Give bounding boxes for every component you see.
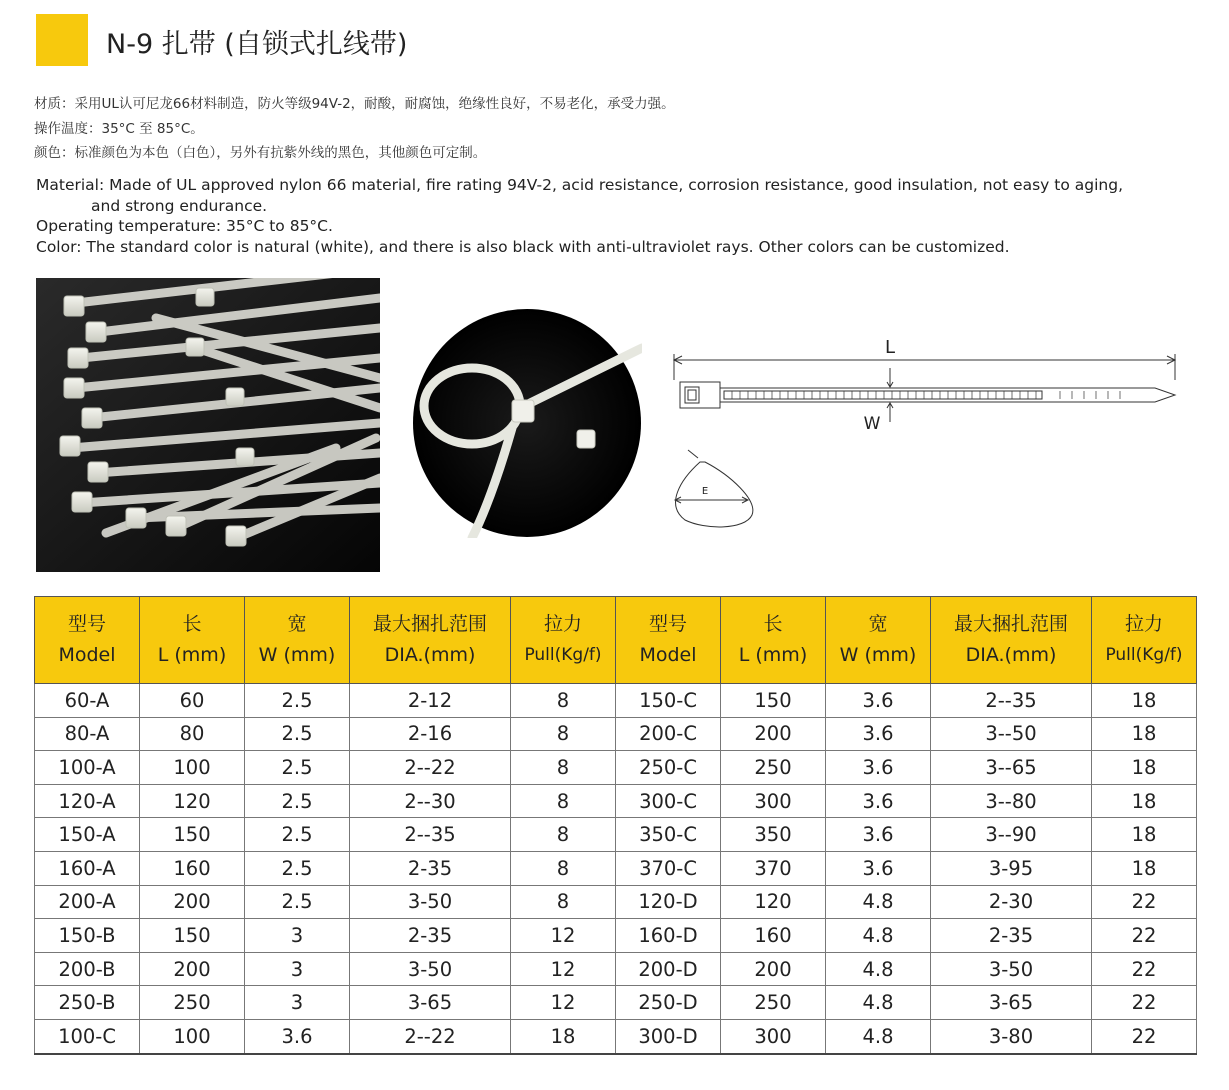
cell-pull: 18 bbox=[1092, 717, 1197, 751]
cn-temperature-line: 操作温度：35°C 至 85°C。 bbox=[34, 120, 204, 137]
cell-model: 370-C bbox=[616, 851, 721, 885]
cell-pull: 22 bbox=[1092, 986, 1197, 1020]
cell-model: 60-A bbox=[35, 684, 140, 718]
cell-length: 300 bbox=[721, 1019, 826, 1053]
table-row bbox=[35, 952, 1197, 986]
table-row bbox=[35, 1019, 1197, 1053]
cell-width: 3.6 bbox=[245, 1019, 350, 1053]
cell-diameter: 2--22 bbox=[350, 751, 511, 785]
cell-length: 250 bbox=[721, 986, 826, 1020]
cell-pull: 12 bbox=[511, 986, 616, 1020]
diameter-label: E bbox=[701, 486, 709, 497]
cell-model: 250-B bbox=[35, 986, 140, 1020]
cell-width: 2.5 bbox=[245, 784, 350, 818]
cell-diameter: 2--35 bbox=[350, 818, 511, 852]
table-row bbox=[35, 885, 1197, 919]
cell-length: 150 bbox=[140, 818, 245, 852]
cell-pull: 8 bbox=[511, 885, 616, 919]
cell-width: 3.6 bbox=[826, 751, 931, 785]
cell-model: 150-A bbox=[35, 818, 140, 852]
header-diameter: 最大捆扎范围 DIA.(mm) bbox=[350, 597, 511, 684]
cell-width: 2.5 bbox=[245, 684, 350, 718]
width-label: W bbox=[863, 414, 881, 434]
header-model: 型号 Model bbox=[616, 597, 721, 684]
cell-diameter: 3--80 bbox=[931, 784, 1092, 818]
cell-pull: 22 bbox=[1092, 885, 1197, 919]
cell-width: 4.8 bbox=[826, 952, 931, 986]
table-row bbox=[35, 751, 1197, 785]
cell-pull: 18 bbox=[1092, 851, 1197, 885]
cell-length: 200 bbox=[721, 717, 826, 751]
cell-diameter: 3--65 bbox=[931, 751, 1092, 785]
cell-width: 2.5 bbox=[245, 885, 350, 919]
cell-width: 3.6 bbox=[826, 784, 931, 818]
cell-length: 200 bbox=[721, 952, 826, 986]
cell-model: 150-C bbox=[616, 684, 721, 718]
header-model: 型号 Model bbox=[35, 597, 140, 684]
cell-diameter: 3-50 bbox=[350, 952, 511, 986]
header-width: 宽 W (mm) bbox=[245, 597, 350, 684]
cell-model: 120-D bbox=[616, 885, 721, 919]
cell-length: 250 bbox=[721, 751, 826, 785]
cell-pull: 18 bbox=[1092, 784, 1197, 818]
cell-width: 3 bbox=[245, 919, 350, 953]
cell-width: 4.8 bbox=[826, 919, 931, 953]
cell-diameter: 2--35 bbox=[931, 684, 1092, 718]
cell-model: 120-A bbox=[35, 784, 140, 818]
cell-width: 2.5 bbox=[245, 717, 350, 751]
cell-length: 350 bbox=[721, 818, 826, 852]
header-length: 长 L (mm) bbox=[140, 597, 245, 684]
spec-table-body bbox=[35, 684, 1197, 1054]
page-title: N-9 扎带 (自锁式扎线带) bbox=[106, 29, 408, 60]
cell-model: 200-C bbox=[616, 717, 721, 751]
cell-width: 3.6 bbox=[826, 818, 931, 852]
cell-model: 100-C bbox=[35, 1019, 140, 1053]
cell-diameter: 2-35 bbox=[350, 919, 511, 953]
cell-pull: 8 bbox=[511, 717, 616, 751]
cell-model: 300-C bbox=[616, 784, 721, 818]
cell-pull: 12 bbox=[511, 952, 616, 986]
cell-length: 200 bbox=[140, 885, 245, 919]
header-diameter: 最大捆扎范围 DIA.(mm) bbox=[931, 597, 1092, 684]
cell-diameter: 2-12 bbox=[350, 684, 511, 718]
cell-length: 100 bbox=[140, 751, 245, 785]
looped-tie-photo bbox=[412, 308, 642, 538]
cell-diameter: 2--30 bbox=[350, 784, 511, 818]
cell-pull: 8 bbox=[511, 751, 616, 785]
cell-diameter: 2-35 bbox=[350, 851, 511, 885]
cell-diameter: 2--22 bbox=[350, 1019, 511, 1053]
cable-ties-photo bbox=[36, 278, 380, 572]
cell-diameter: 3-50 bbox=[350, 885, 511, 919]
cell-length: 300 bbox=[721, 784, 826, 818]
cell-pull: 18 bbox=[511, 1019, 616, 1053]
cell-length: 120 bbox=[721, 885, 826, 919]
cell-pull: 8 bbox=[511, 818, 616, 852]
cell-pull: 18 bbox=[1092, 684, 1197, 718]
cell-diameter: 3--50 bbox=[931, 717, 1092, 751]
table-row bbox=[35, 818, 1197, 852]
cell-pull: 18 bbox=[1092, 751, 1197, 785]
cell-width: 3.6 bbox=[826, 684, 931, 718]
cn-color-line: 颜色：标准颜色为本色（白色），另外有抗紫外线的黑色，其他颜色可定制。 bbox=[34, 145, 487, 161]
cell-width: 2.5 bbox=[245, 751, 350, 785]
cell-length: 120 bbox=[140, 784, 245, 818]
cell-length: 80 bbox=[140, 717, 245, 751]
cell-model: 250-C bbox=[616, 751, 721, 785]
cell-pull: 22 bbox=[1092, 919, 1197, 953]
cell-pull: 22 bbox=[1092, 952, 1197, 986]
cell-diameter: 3-65 bbox=[350, 986, 511, 1020]
cn-material-line: 材质：采用UL认可尼龙66材料制造，防火等级94V-2，耐酸，耐腐蚀，绝缘性良好，不易老化，承受力强。 bbox=[34, 96, 675, 112]
header-pull: 拉力 Pull(Kg/f) bbox=[511, 597, 616, 684]
chinese-description bbox=[34, 92, 675, 166]
length-label: L bbox=[884, 337, 896, 358]
table-header-row bbox=[35, 597, 1197, 684]
cell-model: 160-A bbox=[35, 851, 140, 885]
cell-length: 150 bbox=[721, 684, 826, 718]
table-row bbox=[35, 784, 1197, 818]
cell-length: 200 bbox=[140, 952, 245, 986]
cell-model: 250-D bbox=[616, 986, 721, 1020]
cell-width: 2.5 bbox=[245, 818, 350, 852]
cell-model: 100-A bbox=[35, 751, 140, 785]
cell-pull: 22 bbox=[1092, 1019, 1197, 1053]
cell-diameter: 3-80 bbox=[931, 1019, 1092, 1053]
cell-model: 80-A bbox=[35, 717, 140, 751]
cell-diameter: 3-95 bbox=[931, 851, 1092, 885]
spec-table bbox=[34, 596, 1197, 1055]
cell-width: 3 bbox=[245, 986, 350, 1020]
cell-length: 60 bbox=[140, 684, 245, 718]
cell-model: 200-B bbox=[35, 952, 140, 986]
cell-diameter: 2-35 bbox=[931, 919, 1092, 953]
title-accent-square bbox=[36, 14, 88, 66]
cell-model: 160-D bbox=[616, 919, 721, 953]
en-material-line: Material: Made of UL approved nylon 66 material, fire rating 94V-2, acid resistance, corrosion resistance, good insulation, not easy to aging, bbox=[36, 176, 1123, 194]
cell-length: 100 bbox=[140, 1019, 245, 1053]
cell-width: 4.8 bbox=[826, 885, 931, 919]
cell-length: 150 bbox=[140, 919, 245, 953]
cell-pull: 18 bbox=[1092, 818, 1197, 852]
header-length: 长 L (mm) bbox=[721, 597, 826, 684]
cell-diameter: 2-30 bbox=[931, 885, 1092, 919]
cell-width: 3 bbox=[245, 952, 350, 986]
cell-model: 300-D bbox=[616, 1019, 721, 1053]
cell-pull: 8 bbox=[511, 784, 616, 818]
cell-width: 3.6 bbox=[826, 717, 931, 751]
cell-width: 4.8 bbox=[826, 1019, 931, 1053]
en-material-line-cont: and strong endurance. bbox=[91, 196, 268, 215]
cell-model: 200-D bbox=[616, 952, 721, 986]
cell-length: 160 bbox=[721, 919, 826, 953]
en-color-line: Color: The standard color is natural (white), and there is also black with anti-ultraviolet rays. Other colors can be customized. bbox=[36, 237, 1010, 256]
cell-width: 2.5 bbox=[245, 851, 350, 885]
cell-model: 350-C bbox=[616, 818, 721, 852]
table-row bbox=[35, 986, 1197, 1020]
cell-width: 4.8 bbox=[826, 986, 931, 1020]
cell-diameter: 3-50 bbox=[931, 952, 1092, 986]
en-temperature-line: Operating temperature: 35°C to 85°C. bbox=[36, 217, 333, 235]
cell-length: 160 bbox=[140, 851, 245, 885]
cable-tie-diagram bbox=[660, 330, 1190, 530]
cell-pull: 12 bbox=[511, 919, 616, 953]
table-row bbox=[35, 851, 1197, 885]
table-row bbox=[35, 684, 1197, 718]
cell-width: 3.6 bbox=[826, 851, 931, 885]
header-pull: 拉力 Pull(Kg/f) bbox=[1092, 597, 1197, 684]
header-width: 宽 W (mm) bbox=[826, 597, 931, 684]
cell-pull: 8 bbox=[511, 684, 616, 718]
cell-model: 200-A bbox=[35, 885, 140, 919]
cell-length: 250 bbox=[140, 986, 245, 1020]
cell-diameter: 2-16 bbox=[350, 717, 511, 751]
cell-diameter: 3-65 bbox=[931, 986, 1092, 1020]
table-row bbox=[35, 717, 1197, 751]
english-description bbox=[36, 175, 1211, 257]
cell-diameter: 3--90 bbox=[931, 818, 1092, 852]
cell-model: 150-B bbox=[35, 919, 140, 953]
cell-length: 370 bbox=[721, 851, 826, 885]
cell-pull: 8 bbox=[511, 851, 616, 885]
table-row bbox=[35, 919, 1197, 953]
